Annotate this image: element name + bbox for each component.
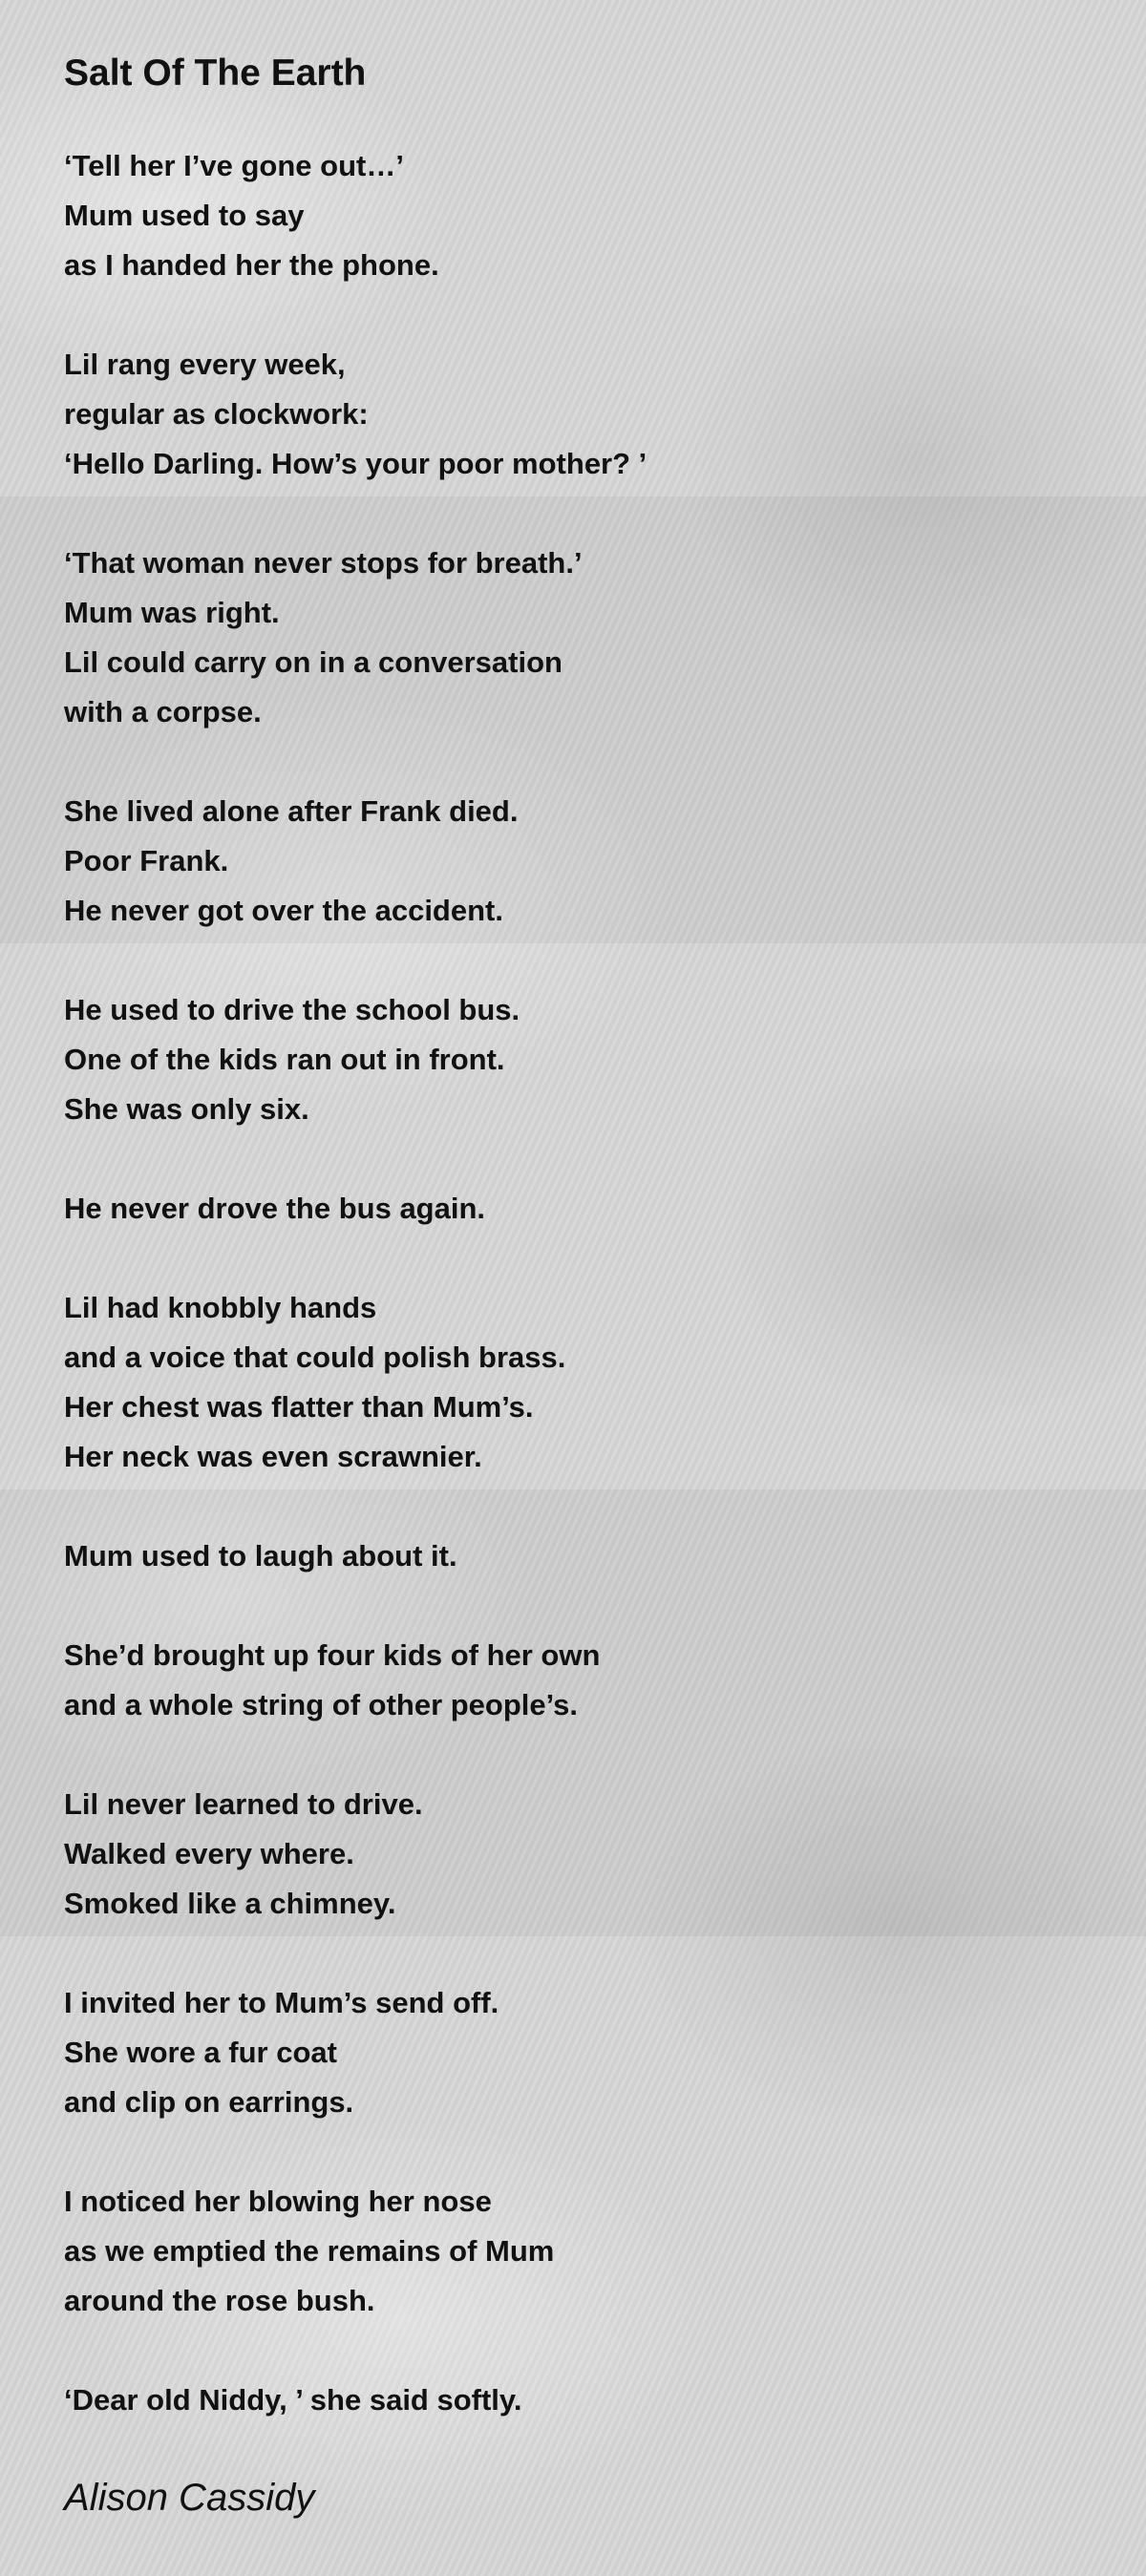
poem-line: regular as clockwork: (64, 397, 369, 431)
poem-title: Salt Of The Earth (64, 53, 367, 94)
poem-line: Lil could carry on in a conversation (64, 645, 562, 679)
poem-line: as we emptied the remains of Mum (64, 2234, 555, 2268)
stanza-gap (64, 737, 1146, 787)
stanza-gap (64, 489, 1146, 538)
stanza (64, 1531, 1146, 1581)
stanza (64, 1184, 1146, 1234)
poem-line: He never drove the bus again. (64, 1192, 486, 1225)
stanza-gap (64, 1581, 1146, 1631)
poem-line: Her neck was even scrawnier. (64, 1440, 482, 1473)
poem-line: ‘Dear old Niddy, ’ she said softly. (64, 2383, 522, 2417)
poem-line: ‘Hello Darling. How’s your poor mother? ’ (64, 447, 647, 480)
stanza-gap (64, 1929, 1146, 1978)
stanza (64, 985, 1146, 1134)
poem-line: I invited her to Mum’s send off. (64, 1986, 499, 2019)
stanza (64, 2375, 1146, 2425)
stanza (64, 538, 1146, 737)
poem-line: Poor Frank. (64, 844, 229, 877)
poem-body (64, 141, 1146, 2425)
poem-line: as I handed her the phone. (64, 248, 439, 282)
poem-line: She lived alone after Frank died. (64, 794, 519, 828)
stanza (64, 1978, 1146, 2127)
stanza-gap (64, 1482, 1146, 1531)
poem-line: She was only six. (64, 1092, 309, 1126)
poem-line: ‘Tell her I’ve gone out…’ (64, 149, 404, 182)
stanza (64, 340, 1146, 489)
poem-line: One of the kids ran out in front. (64, 1043, 505, 1076)
stanza-gap (64, 2127, 1146, 2177)
poem-line: around the rose bush. (64, 2284, 375, 2317)
poem-line: Mum used to say (64, 199, 305, 232)
poem-line: Mum used to laugh about it. (64, 1539, 457, 1573)
stanza-gap (64, 1134, 1146, 1184)
poem-line: and clip on earrings. (64, 2085, 354, 2119)
poem-line: Smoked like a chimney. (64, 1887, 396, 1920)
stanza-gap (64, 1730, 1146, 1780)
stanza (64, 1780, 1146, 1929)
stanza-gap (64, 1234, 1146, 1283)
poem-line: She wore a fur coat (64, 2036, 337, 2069)
stanza-gap (64, 936, 1146, 985)
poem-line: Her chest was flatter than Mum’s. (64, 1390, 534, 1424)
poem-line: with a corpse. (64, 695, 262, 728)
stanza (64, 141, 1146, 290)
poem-line: ‘That woman never stops for breath.’ (64, 546, 583, 580)
poem-line: She’d brought up four kids of her own (64, 1638, 601, 1672)
stanza (64, 1283, 1146, 1482)
poem-line: He used to drive the school bus. (64, 993, 520, 1026)
poem-line: Lil had knobbly hands (64, 1291, 377, 1324)
poem-author: Alison Cassidy (64, 2477, 315, 2519)
stanza-gap (64, 290, 1146, 340)
stanza (64, 787, 1146, 936)
poem-line: Lil never learned to drive. (64, 1787, 423, 1821)
poem-line: and a whole string of other people’s. (64, 1688, 578, 1721)
poem-line: He never got over the accident. (64, 894, 503, 927)
poem-line: and a voice that could polish brass. (64, 1341, 566, 1374)
poem-line: Walked every where. (64, 1837, 354, 1870)
stanza (64, 1631, 1146, 1730)
stanza (64, 2177, 1146, 2326)
stanza-gap (64, 2326, 1146, 2375)
poem-line: I noticed her blowing her nose (64, 2185, 492, 2218)
poem-line: Mum was right. (64, 596, 280, 629)
poem-line: Lil rang every week, (64, 348, 346, 381)
